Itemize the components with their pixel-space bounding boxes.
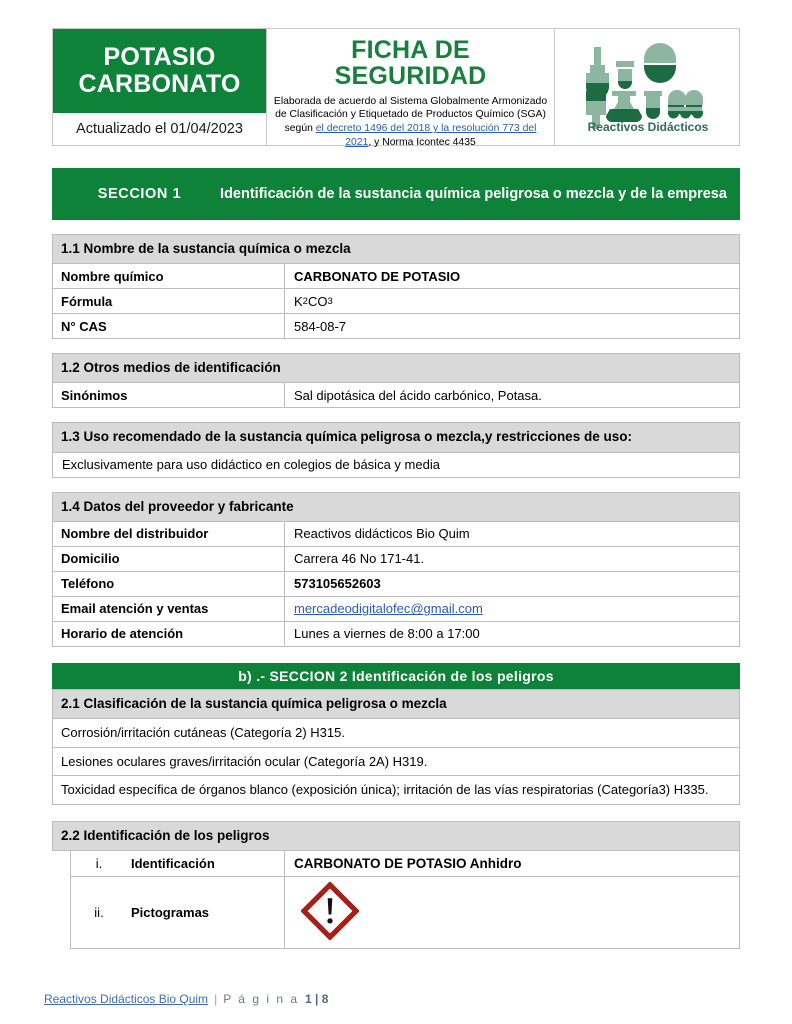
subtitle-text-part2: , y Norma Icontec 4435 [368,137,476,149]
pictogram-cell [285,877,739,948]
table-row [52,572,740,597]
hazard-item: Lesiones oculares graves/irritación ocular (Categoría 2A) H319. [52,748,740,777]
company-logo-cell [555,29,739,145]
row-value: Exclusivamente para uso didáctico en colegios de básica y media [62,457,440,473]
block-1-2 [52,353,740,408]
row-value: Lunes a viernes de 8:00 a 17:00 [294,626,480,642]
row-value: 584-08-7 [294,318,347,334]
row-index: ii. [94,904,104,920]
row-value: CARBONATO DE POTASIO Anhidro [294,855,522,871]
safety-sheet-title: FICHA DE SEGURIDAD [334,36,487,91]
table-row [70,851,740,877]
section1-title: Identificación de la sustancia química peligrosa o mezcla y de la empresa [220,185,727,202]
footer-page-number: 1 | 8 [305,992,329,1006]
table-row [52,522,740,547]
table-row [52,314,740,339]
hazard-item: Toxicidad específica de órganos blanco (exposición única); irritación de las vías respiratorias (Categoría3) H335. [52,776,740,805]
section1-label: SECCION 1 [97,186,182,202]
updated-date: Actualizado el 01/04/2023 [53,113,266,145]
row-label: Teléfono [53,572,285,596]
row-value-email [285,597,739,621]
safety-sheet-cell [267,29,555,149]
footer-page-word: P á g i n a [223,992,300,1006]
row-label: Email atención y ventas [53,597,285,621]
row-label: Domicilio [53,547,285,571]
row-label: Nombre químico [53,264,285,288]
row-value: Sal dipotásica del ácido carbónico, Potasa. [294,387,542,403]
block-1-1 [52,234,740,339]
row-label: Horario de atención [53,622,285,646]
row-value-formula: K 2 CO 3 [294,293,333,309]
document-header [52,28,740,149]
footer-company-link[interactable]: Reactivos Didácticos Bio Quim [44,992,209,1006]
product-name-block [53,29,266,113]
block-1-2-heading: 1.2 Otros medios de identificación [52,353,740,383]
hazard-identification-table [70,851,740,949]
page-footer [44,992,328,1006]
block-2-2-heading: 2.2 Identificación de los peligros [52,821,740,851]
bioquim-logo [572,39,722,135]
row-label: Pictogramas [127,877,285,948]
block-1-4-heading: 1.4 Datos del proveedor y fabricante [52,492,740,522]
block-1-3 [52,422,740,477]
row-label: Sinónimos [53,383,285,407]
section1-banner [52,168,740,220]
row-label: Nombre del distribuidor [53,522,285,546]
table-row [52,289,740,314]
table-row [52,264,740,289]
table-row [52,453,740,478]
row-value: CARBONATO DE POTASIO [294,268,461,284]
block-1-1-heading: 1.1 Nombre de la sustancia química o mezcla [52,234,740,264]
table-row [52,622,740,647]
product-name-line2: CARBONATO [78,70,241,98]
block-2-2 [52,821,740,949]
table-row [52,547,740,572]
subtitle-text-part1: Elaborada de acuerdo al Sistema Globalmente Armonizado de Clasificación y Etiquetado de Productos Químico (SGA) según [273,95,548,135]
block-1-3-heading: 1.3 Uso recomendado de la sustancia química peligrosa o mezcla,y restricciones de uso: [52,422,740,452]
email-link[interactable]: mercadeodigitalofec@gmail.com [294,601,483,617]
table-row [52,597,740,622]
product-name-line1: POTASIO [103,42,216,71]
table-row [70,877,740,949]
logo-tagline: Reactivos Didácticos [587,120,709,134]
footer-separator: | [214,992,218,1006]
row-label: N° CAS [53,314,285,338]
row-label: Fórmula [53,289,285,313]
product-title-cell [53,29,267,145]
row-value: Reactivos didácticos Bio Quim [294,526,470,542]
block-1-4 [52,492,740,647]
block-2-1-heading: 2.1 Clasificación de la sustancia química peligrosa o mezcla [52,689,740,719]
section2-banner: b) .- SECCION 2 Identificación de los peligros [52,663,740,689]
row-index: i. [95,855,103,871]
block-2-1 [52,689,740,805]
row-value: 573105652603 [294,576,381,592]
ghs07-exclamation-mark-icon [301,882,359,943]
hazard-item: Corrosión/irritación cutáneas (Categoría 2) H315. [52,719,740,748]
table-row [52,383,740,408]
row-value: Carrera 46 No 171-41. [294,551,425,567]
regulation-link[interactable]: el decreto 1496 del 2018 y la resolución 773 del 2021 [315,123,537,149]
row-label: Identificación [127,851,285,876]
safety-sheet-subtitle [273,95,548,151]
